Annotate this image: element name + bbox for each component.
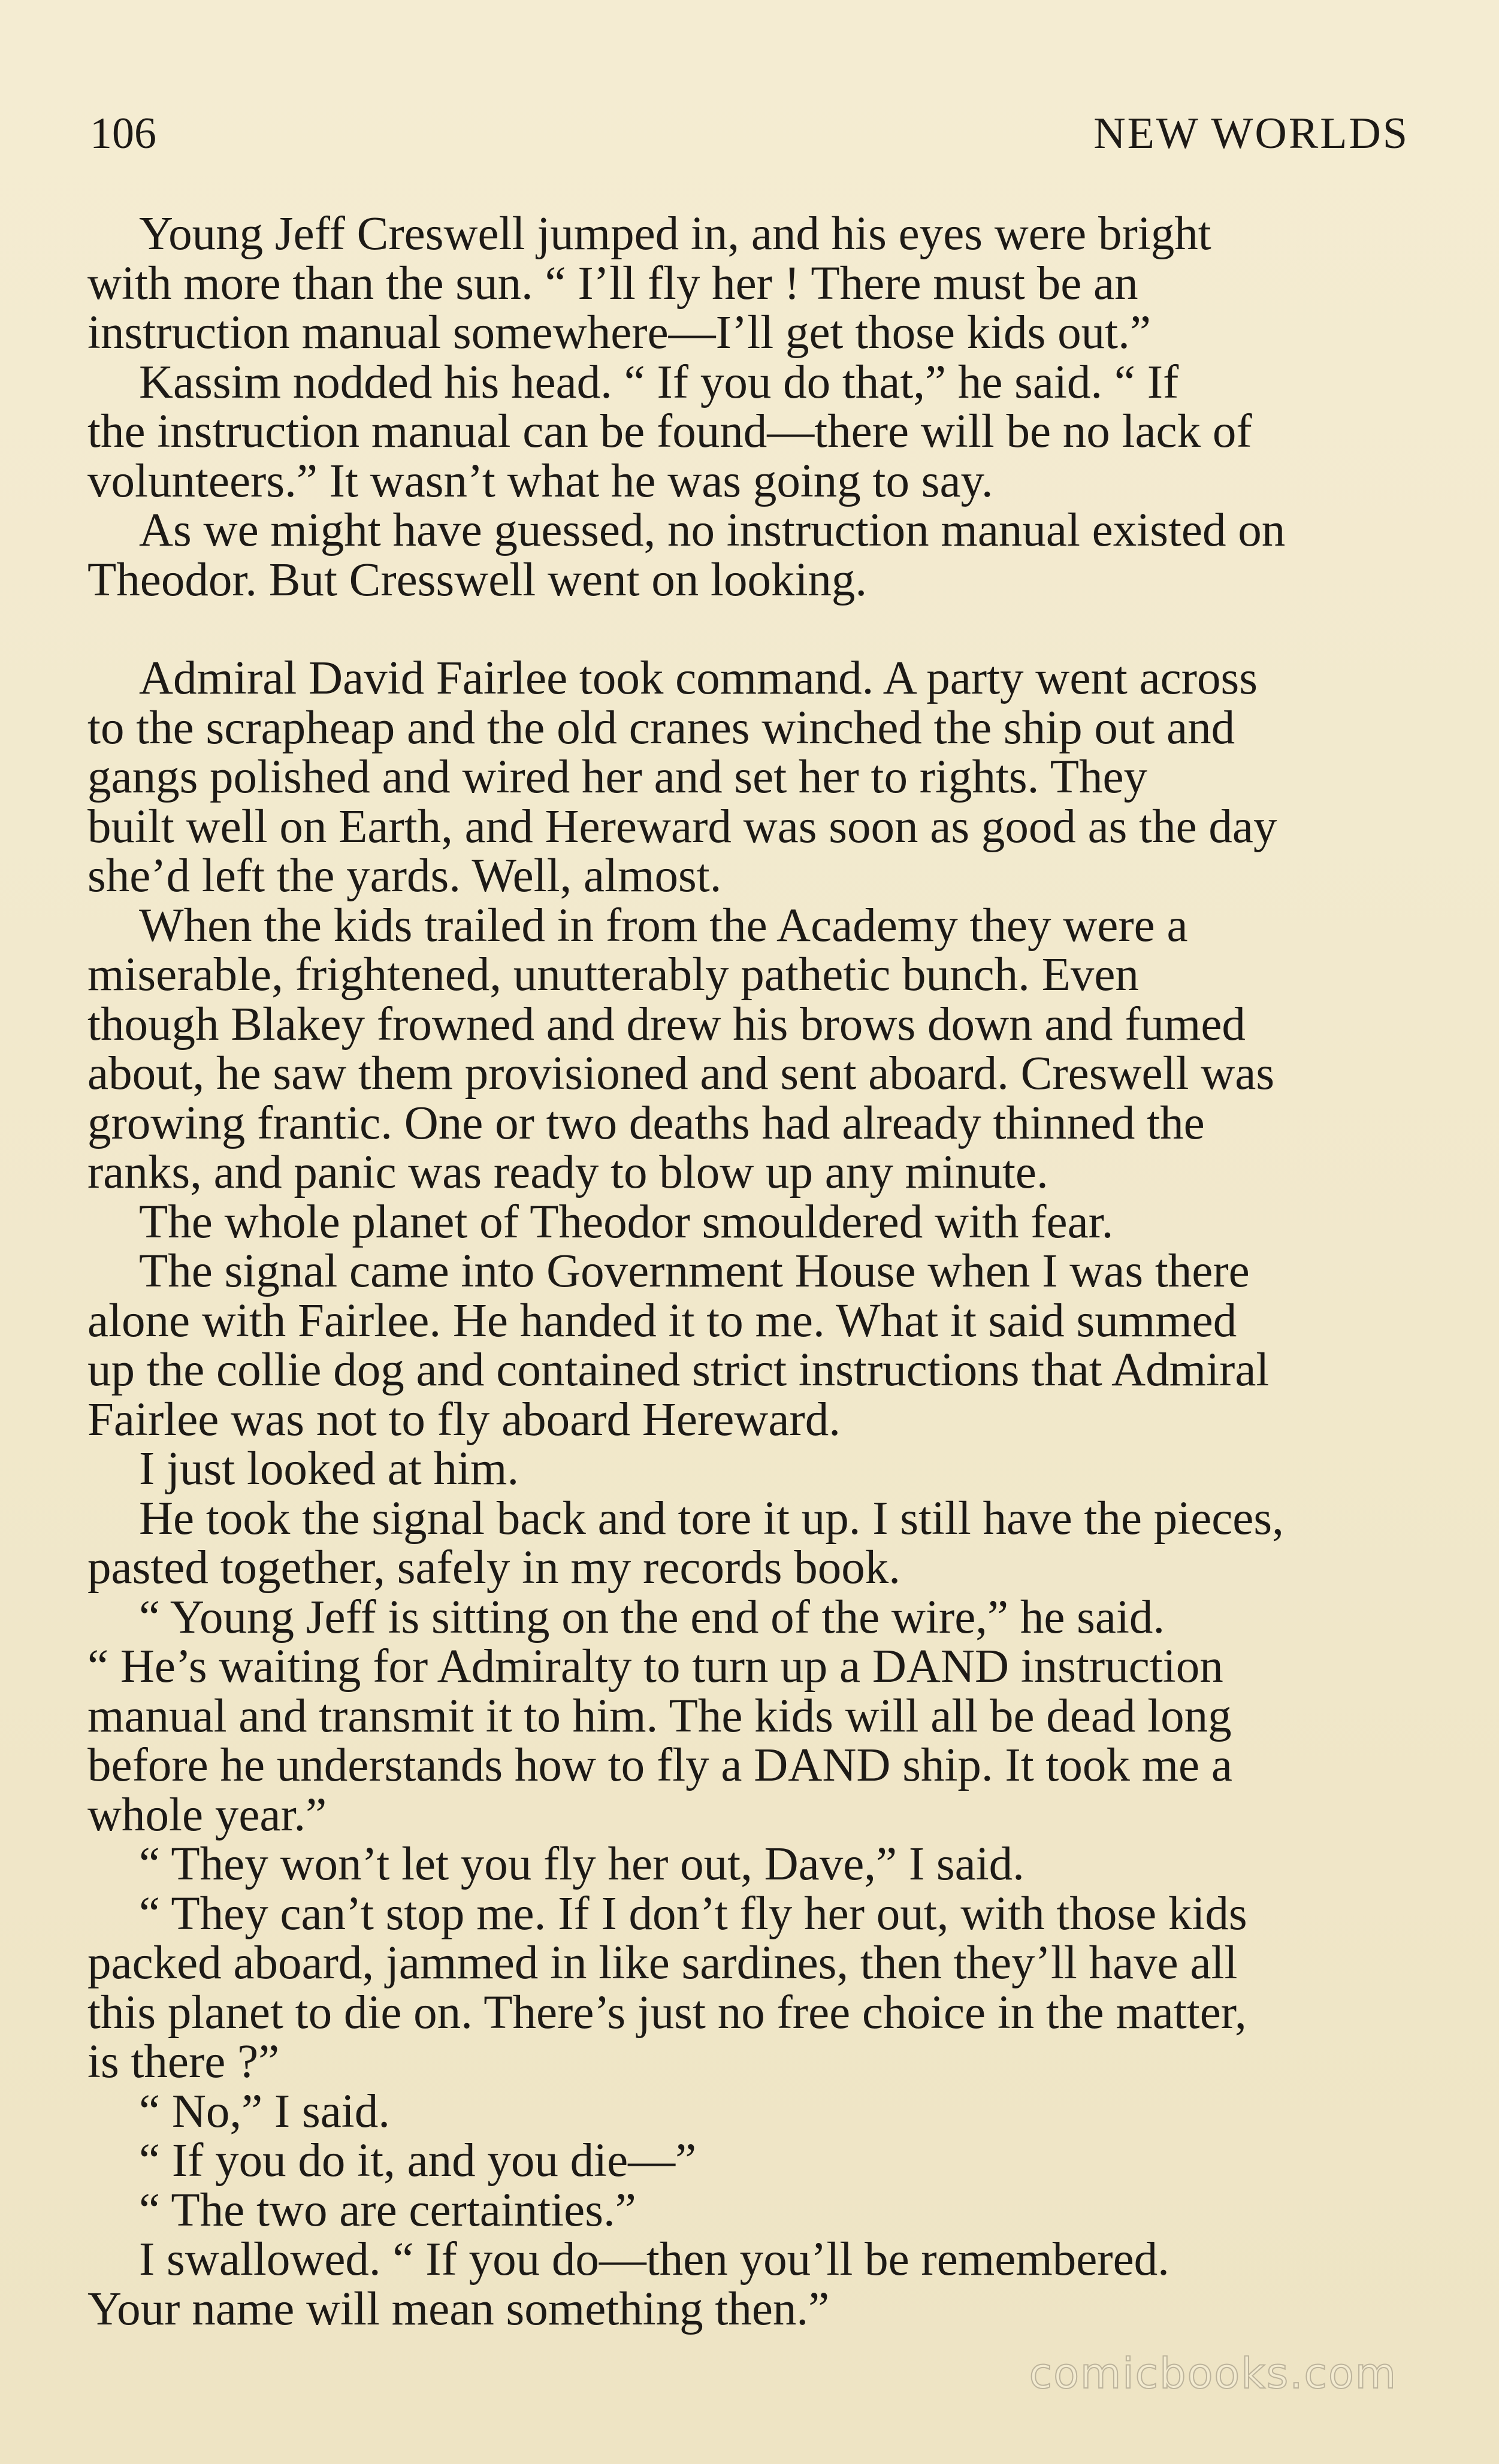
paragraph-tore-signal: He took the signal back and tore it up. I still have the pieces, pasted together, safely in my records book. bbox=[87, 1492, 1284, 1594]
paragraph-remembered: I swallowed. “ If you do—then you’ll be remembered. Your name will mean something then.” bbox=[87, 2233, 1169, 2335]
journal-title: NEW WORLDS bbox=[1093, 109, 1409, 158]
paragraph-young-jeff-waiting: “ Young Jeff is sitting on the end of the wire,” he said. “ He’s waiting for Admiralty to turn up a DAND instruction manual and transmit it to him. The kids will all be dead long before he understands how to fly a DAND ship. It took me a whole year.” bbox=[87, 1591, 1232, 1841]
page-number: 106 bbox=[90, 109, 156, 158]
paragraph-looked-at-him: I just looked at him. bbox=[139, 1443, 519, 1495]
paragraph-if-you-die: “ If you do it, and you die—” bbox=[139, 2135, 697, 2187]
paragraph-no-manual: As we might have guessed, no instruction manual existed on Theodor. But Cresswell went on looking. bbox=[87, 504, 1286, 606]
paragraph-kids-arrive: When the kids trailed in from the Academy they were a miserable, frightened, unutterably pathetic bunch. Even though Blakey frowned and drew his brows down and fumed about, he saw them provisioned and sent aboard. Creswell was growing frantic. One or two deaths had already thinned the ranks, and panic was ready to blow up any minute. bbox=[87, 899, 1275, 1198]
paragraph-cant-stop-me: “ They can’t stop me. If I don’t fly her out, with those kids packed aboard, jammed in like sardines, then they’ll have all this planet to die on. There’s just no free choice in the matter, is there ?” bbox=[87, 1887, 1247, 2088]
paragraph-wont-let-you: “ They won’t let you fly her out, Dave,” I said. bbox=[139, 1838, 1024, 1890]
paragraph-certainties: “ The two are certainties.” bbox=[139, 2184, 636, 2236]
paragraph-creswell-volunteers: Young Jeff Creswell jumped in, and his eyes were bright with more than the sun. “ I’ll fly her ! There must be an instruction manual somewhere—I’ll get those kids out.” bbox=[87, 208, 1211, 359]
section-break bbox=[87, 605, 1406, 654]
paragraph-fairlee-command: Admiral David Fairlee took command. A party went across to the scrapheap and the old cranes winched the ship out and gangs polished and wired her and set her to rights. They built well on Earth, and Hereward was soon as good as the day she’d left the yards. Well, almost. bbox=[87, 652, 1277, 902]
paragraph-no-i-said: “ No,” I said. bbox=[139, 2085, 390, 2138]
story-text bbox=[87, 210, 1406, 2334]
paragraph-planet-fear: The whole planet of Theodor smouldered with fear. bbox=[139, 1195, 1114, 1248]
site-watermark: comicbooks.com bbox=[1029, 2349, 1397, 2398]
paragraph-signal-arrives: The signal came into Government House when I was there alone with Fairlee. He handed it to me. What it said summed up the collie dog and contained strict instructions that Admiral Fairlee was not to fly aboard Hereward. bbox=[87, 1245, 1270, 1446]
paragraph-kassim-reply: Kassim nodded his head. “ If you do that,” he said. “ If the instruction manual can be found—there will be no lack of volunteers.” It wasn’t what he was going to say. bbox=[87, 356, 1252, 507]
running-head bbox=[90, 107, 1409, 161]
